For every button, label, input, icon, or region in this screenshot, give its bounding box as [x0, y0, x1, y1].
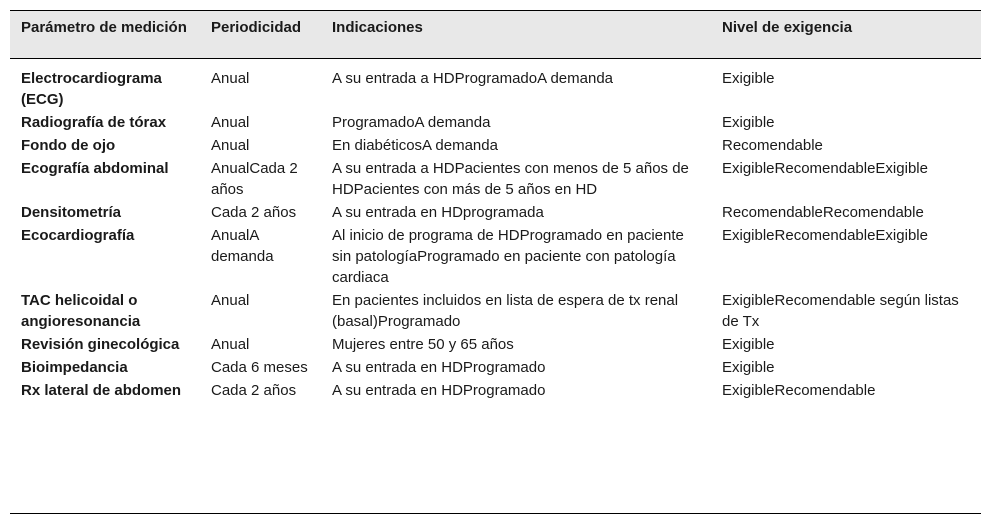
cell-periodicidad: Anual — [211, 113, 250, 131]
header-nivel: Nivel de exigencia — [711, 11, 981, 58]
cell-nivel: Exigible — [722, 358, 775, 376]
table-row — [10, 356, 981, 379]
cell-parametro: Electrocardiograma (ECG) — [21, 69, 162, 108]
cell-parametro: Rx lateral de abdomen — [21, 381, 182, 399]
cell-indicaciones: A su entrada en HDProgramado — [332, 381, 546, 399]
cell-indicaciones: En pacientes incluidos en lista de espera de tx renal (basal)Programado — [332, 291, 679, 330]
cell-periodicidad: AnualCada 2 años — [211, 159, 298, 198]
table-row — [10, 201, 981, 224]
cell-parametro: Ecocardiografía — [21, 226, 135, 244]
cell-parametro: Ecografía abdominal — [21, 159, 169, 177]
table-row — [10, 224, 981, 289]
cell-periodicidad: Cada 6 meses — [211, 358, 308, 376]
cell-parametro: Fondo de ojo — [21, 136, 116, 154]
header-parametro: Parámetro de medición — [10, 11, 200, 58]
cell-nivel: RecomendableRecomendable — [722, 203, 924, 221]
cell-periodicidad: Cada 2 años — [211, 203, 297, 221]
table-row — [10, 111, 981, 134]
cell-periodicidad: AnualA demanda — [211, 226, 274, 265]
cell-indicaciones: Mujeres entre 50 y 65 años — [332, 335, 514, 353]
table-row — [10, 379, 981, 402]
header-periodicidad: Periodicidad — [200, 11, 321, 58]
cell-indicaciones: A su entrada a HDPacientes con menos de 5 años de HDPacientes con más de 5 años en HD — [332, 159, 689, 198]
cell-indicaciones: ProgramadoA demanda — [332, 113, 491, 131]
cell-periodicidad: Anual — [211, 291, 250, 309]
cell-nivel: Exigible — [722, 335, 775, 353]
cell-nivel: ExigibleRecomendable — [722, 381, 876, 399]
cell-indicaciones: Al inicio de programa de HDProgramado en paciente sin patologíaProgramado en paciente con patología cardiaca — [332, 226, 684, 286]
cell-nivel: ExigibleRecomendableExigible — [722, 159, 928, 177]
table-row — [10, 134, 981, 157]
table-row — [10, 333, 981, 356]
table-container — [10, 10, 981, 514]
cell-parametro: TAC helicoidal o angioresonancia — [21, 291, 141, 330]
cell-nivel: Exigible — [722, 69, 775, 87]
cell-indicaciones: A su entrada en HDProgramado — [332, 358, 546, 376]
cell-periodicidad: Anual — [211, 69, 250, 87]
table-row — [10, 289, 981, 333]
cell-nivel: Exigible — [722, 113, 775, 131]
cell-periodicidad: Cada 2 años — [211, 381, 297, 399]
table-row — [10, 58, 981, 111]
header-row — [10, 11, 981, 58]
cell-indicaciones: En diabéticosA demanda — [332, 136, 498, 154]
cell-parametro: Densitometría — [21, 203, 122, 221]
cell-nivel: ExigibleRecomendable según listas de Tx — [722, 291, 959, 330]
cell-indicaciones: A su entrada a HDProgramadoA demanda — [332, 69, 614, 87]
cell-nivel: Recomendable — [722, 136, 823, 154]
monitoring-table — [10, 11, 981, 402]
cell-nivel: ExigibleRecomendableExigible — [722, 226, 928, 244]
cell-parametro: Revisión ginecológica — [21, 335, 180, 353]
cell-indicaciones: A su entrada en HDprogramada — [332, 203, 544, 221]
table-row — [10, 157, 981, 201]
cell-periodicidad: Anual — [211, 335, 250, 353]
cell-parametro: Radiografía de tórax — [21, 113, 167, 131]
header-indicaciones: Indicaciones — [321, 11, 711, 58]
cell-periodicidad: Anual — [211, 136, 250, 154]
cell-parametro: Bioimpedancia — [21, 358, 128, 376]
